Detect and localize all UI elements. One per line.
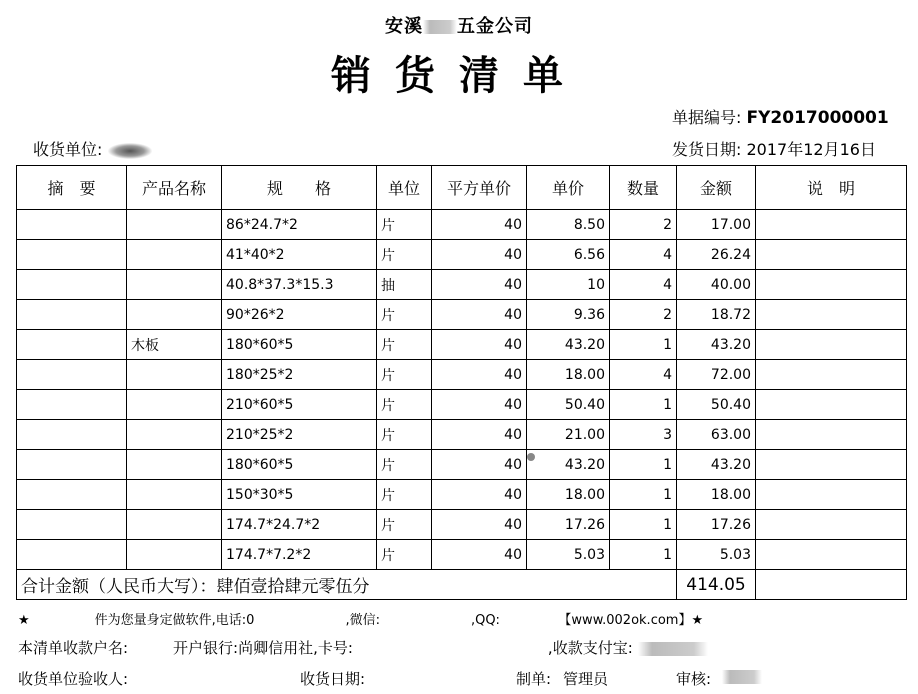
cell-sq-price: 40 xyxy=(432,540,527,570)
table-row xyxy=(17,210,907,240)
cell-spec: 90*26*2 xyxy=(222,300,377,330)
maker-label: 制单: xyxy=(516,670,552,688)
cell-product-name xyxy=(127,210,222,240)
cell-amount: 26.24 xyxy=(677,240,756,270)
col-unit: 单位 xyxy=(377,166,432,210)
table-row xyxy=(17,510,907,540)
cell-qty: 3 xyxy=(610,420,677,450)
cell-unit: 片 xyxy=(377,420,432,450)
cell-product-name xyxy=(127,300,222,330)
col-sq-price: 平方单价 xyxy=(432,166,527,210)
table-row xyxy=(17,420,907,450)
cell-note xyxy=(756,480,907,510)
cell-summary xyxy=(17,480,127,510)
cell-product-name xyxy=(127,390,222,420)
cell-sq-price: 40 xyxy=(432,270,527,300)
document-number-label: 单据编号: xyxy=(672,108,742,127)
col-amount: 金额 xyxy=(677,166,756,210)
cell-summary xyxy=(17,300,127,330)
document-number-value: FY2017000001 xyxy=(746,108,889,128)
cell-summary xyxy=(17,210,127,240)
cell-note xyxy=(756,420,907,450)
cell-amount: 43.20 xyxy=(677,330,756,360)
redacted-auditor xyxy=(722,670,762,684)
cell-product-name xyxy=(127,270,222,300)
cell-spec: 174.7*7.2*2 xyxy=(222,540,377,570)
table-row xyxy=(17,450,907,480)
total-label: 合计金额（人民币大写）：肆佰壹拾肆元零伍分 xyxy=(17,570,677,600)
col-spec: 规 格 xyxy=(222,166,377,210)
redacted-receiver xyxy=(108,143,152,159)
cell-spec: 210*25*2 xyxy=(222,420,377,450)
cell-sq-price: 40 xyxy=(432,360,527,390)
total-row xyxy=(17,570,907,600)
cell-spec: 180*25*2 xyxy=(222,360,377,390)
promo-footnote: ★ 件为您量身定做软件,电话:0 ,微信: ,QQ: 【www.002ok.com】★ xyxy=(18,613,704,628)
cell-qty: 4 xyxy=(610,240,677,270)
cell-price: 5.03 xyxy=(527,540,610,570)
cell-spec: 86*24.7*2 xyxy=(222,210,377,240)
auditor-label: 审核: xyxy=(676,670,712,688)
table-row xyxy=(17,330,907,360)
cell-price: 6.56 xyxy=(527,240,610,270)
redacted-text xyxy=(423,20,457,34)
cell-qty: 2 xyxy=(610,300,677,330)
cell-summary xyxy=(17,360,127,390)
cell-unit: 片 xyxy=(377,360,432,390)
cell-summary xyxy=(17,330,127,360)
cell-unit: 片 xyxy=(377,480,432,510)
cell-note xyxy=(756,450,907,480)
cell-note xyxy=(756,240,907,270)
table-row xyxy=(17,300,907,330)
cell-qty: 1 xyxy=(610,510,677,540)
cell-qty: 1 xyxy=(610,480,677,510)
cell-price: 10 xyxy=(527,270,610,300)
cell-unit: 片 xyxy=(377,240,432,270)
receiver-unit-label: 收货单位: xyxy=(33,140,103,159)
receiver-unit xyxy=(33,137,152,160)
cell-spec: 180*60*5 xyxy=(222,450,377,480)
cell-summary xyxy=(17,540,127,570)
cell-sq-price: 40 xyxy=(432,510,527,540)
items-table xyxy=(16,165,907,600)
cell-qty: 1 xyxy=(610,450,677,480)
cell-sq-price: 40 xyxy=(432,450,527,480)
cell-sq-price: 40 xyxy=(432,210,527,240)
cell-price: 9.36 xyxy=(527,300,610,330)
cell-unit: 片 xyxy=(377,510,432,540)
company-prefix: 安溪 xyxy=(385,16,423,37)
cell-spec: 41*40*2 xyxy=(222,240,377,270)
cell-qty: 1 xyxy=(610,390,677,420)
cell-price: 43.20 xyxy=(527,450,610,480)
cell-amount: 63.00 xyxy=(677,420,756,450)
cell-sq-price: 40 xyxy=(432,480,527,510)
cell-unit: 片 xyxy=(377,210,432,240)
cell-unit: 片 xyxy=(377,390,432,420)
cell-amount: 18.00 xyxy=(677,480,756,510)
cell-amount: 43.20 xyxy=(677,450,756,480)
company-suffix: 五金公司 xyxy=(457,16,533,37)
cell-amount: 17.26 xyxy=(677,510,756,540)
cell-summary xyxy=(17,420,127,450)
ship-date-value: 2017年12月16日 xyxy=(746,140,876,159)
cell-qty: 4 xyxy=(610,270,677,300)
cell-product-name xyxy=(127,450,222,480)
cell-product-name xyxy=(127,360,222,390)
cell-spec: 180*60*5 xyxy=(222,330,377,360)
cell-note xyxy=(756,540,907,570)
col-price: 单价 xyxy=(527,166,610,210)
cell-unit: 片 xyxy=(377,450,432,480)
cell-note xyxy=(756,210,907,240)
cell-spec: 150*30*5 xyxy=(222,480,377,510)
cell-price: 50.40 xyxy=(527,390,610,420)
cell-amount: 40.00 xyxy=(677,270,756,300)
cell-unit: 抽 xyxy=(377,270,432,300)
cell-amount: 50.40 xyxy=(677,390,756,420)
cell-summary xyxy=(17,510,127,540)
cell-product-name xyxy=(127,540,222,570)
cell-summary xyxy=(17,450,127,480)
col-note: 说 明 xyxy=(756,166,907,210)
table-row xyxy=(17,240,907,270)
table-row xyxy=(17,480,907,510)
cell-price: 18.00 xyxy=(527,360,610,390)
cell-product-name xyxy=(127,480,222,510)
bank-info xyxy=(18,637,708,658)
cell-spec: 174.7*24.7*2 xyxy=(222,510,377,540)
table-row xyxy=(17,360,907,390)
col-qty: 数量 xyxy=(610,166,677,210)
maker-value: 管理员 xyxy=(563,670,609,688)
receive-date-label: 收货日期: xyxy=(300,670,366,688)
total-amount: 414.05 xyxy=(677,570,756,600)
document-title: 销货清单 xyxy=(331,53,587,99)
col-summary: 摘 要 xyxy=(17,166,127,210)
table-row xyxy=(17,270,907,300)
table-row xyxy=(17,390,907,420)
document-number xyxy=(672,105,889,128)
cell-sq-price: 40 xyxy=(432,420,527,450)
cell-note xyxy=(756,330,907,360)
cell-qty: 1 xyxy=(610,540,677,570)
cell-price: 8.50 xyxy=(527,210,610,240)
cell-note xyxy=(756,300,907,330)
receiver-sign-label: 收货单位验收人: xyxy=(18,670,129,688)
cell-summary xyxy=(17,270,127,300)
cell-price: 43.20 xyxy=(527,330,610,360)
col-product-name: 产品名称 xyxy=(127,166,222,210)
cell-product-name xyxy=(127,510,222,540)
cell-price: 21.00 xyxy=(527,420,610,450)
cell-spec: 40.8*37.3*15.3 xyxy=(222,270,377,300)
cell-note xyxy=(756,510,907,540)
cell-note xyxy=(756,270,907,300)
cell-amount: 18.72 xyxy=(677,300,756,330)
cell-qty: 1 xyxy=(610,330,677,360)
cell-price: 17.26 xyxy=(527,510,610,540)
company-name xyxy=(0,12,918,38)
cell-sq-price: 40 xyxy=(432,330,527,360)
cell-summary xyxy=(17,240,127,270)
cell-note xyxy=(756,360,907,390)
stray-dot xyxy=(527,453,535,461)
bank-info-text: 本清单收款户名: 开户银行:尚卿信用社,卡号: ,收款支付宝: xyxy=(18,639,633,657)
ship-date-label: 发货日期: xyxy=(672,140,742,159)
cell-amount: 17.00 xyxy=(677,210,756,240)
cell-sq-price: 40 xyxy=(432,300,527,330)
cell-product-name: 木板 xyxy=(127,330,222,360)
cell-spec: 210*60*5 xyxy=(222,390,377,420)
ship-date xyxy=(672,137,876,160)
cell-amount: 5.03 xyxy=(677,540,756,570)
total-note-cell xyxy=(756,570,907,600)
cell-price: 18.00 xyxy=(527,480,610,510)
cell-product-name xyxy=(127,240,222,270)
cell-qty: 4 xyxy=(610,360,677,390)
cell-unit: 片 xyxy=(377,540,432,570)
cell-product-name xyxy=(127,420,222,450)
table-header-row xyxy=(17,166,907,210)
cell-note xyxy=(756,390,907,420)
cell-unit: 片 xyxy=(377,330,432,360)
cell-amount: 72.00 xyxy=(677,360,756,390)
cell-unit: 片 xyxy=(377,300,432,330)
table-row xyxy=(17,540,907,570)
cell-summary xyxy=(17,390,127,420)
cell-qty: 2 xyxy=(610,210,677,240)
cell-sq-price: 40 xyxy=(432,240,527,270)
redacted-text xyxy=(638,642,708,656)
cell-sq-price: 40 xyxy=(432,390,527,420)
